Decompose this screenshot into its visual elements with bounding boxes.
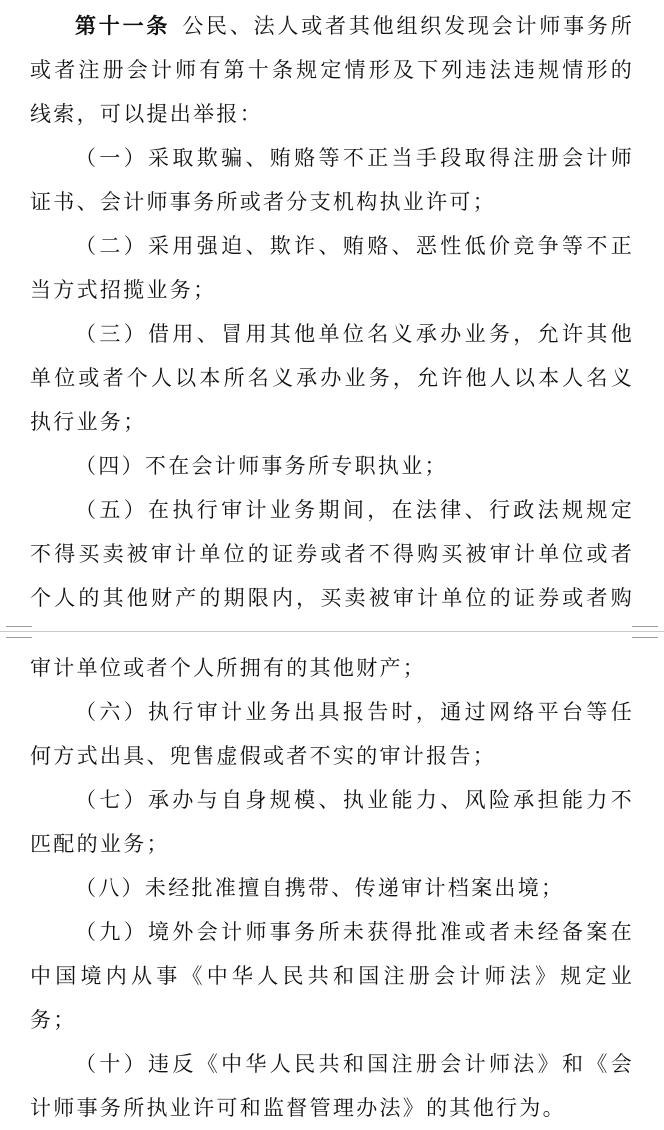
list-item-10: （十）违反《中华人民共和国注册会计师法》和《会计师事务所执业许可和监督管理办法》的其他行为。 [30, 1052, 634, 1120]
list-item-7: （七）承办与自身规模、执业能力、风险承担能力不匹配的业务； [30, 788, 634, 856]
page-corner-mark-bottom-right [632, 637, 658, 646]
document-page-2 [0, 646, 664, 1120]
page-1-body [30, 4, 634, 664]
page-corner-mark-top-right [632, 618, 658, 627]
page-break-line [0, 631, 664, 632]
page-corner-mark-top-left [6, 618, 32, 627]
list-item-2: （二）采用强迫、欺诈、贿赂、恶性低价竞争等不正当方式招揽业务； [30, 234, 634, 302]
list-item-6: （六）执行审计业务出具报告时，通过网络平台等任何方式出具、兜售虚假或者不实的审计报告； [30, 700, 634, 768]
list-item-5-part-1: （五）在执行审计业务期间，在法律、行政法规规定不得买卖被审计单位的证券或者不得购买被审计单位或者个人的其他财产的期限内，买卖被审计单位的证券或者购 [30, 498, 634, 610]
article-intro-text: 公民、法人或者其他组织发现会计师事务所或者注册会计师有第十条规定情形及下列违法违规情形的线索，可以提出举报： [30, 14, 634, 126]
list-item-9: （九）境外会计师事务所未获得批准或者未经备案在中国境内从事《中华人民共和国注册会计师法》规定业务； [30, 920, 634, 1032]
list-item-8: （八）未经批准擅自携带、传递审计档案出境； [75, 876, 565, 900]
list-item-3: （三）借用、冒用其他单位名义承办业务，允许其他单位或者个人以本所名义承办业务，允许他人以本人名义执行业务； [30, 322, 634, 434]
article-number: 第十一条 [75, 13, 171, 38]
page-2-body [30, 646, 634, 1130]
list-item-5-part-2: 审计单位或者个人所拥有的其他财产； [30, 656, 427, 680]
page-corner-mark-bottom-left [6, 637, 32, 646]
article-11-intro-paragraph [30, 4, 634, 136]
list-item-1: （一）采取欺骗、贿赂等不正当手段取得注册会计师证书、会计师事务所或者分支机构执业许可； [30, 146, 634, 214]
page-break [0, 618, 664, 646]
list-item-4: （四）不在会计师事务所专职执业； [75, 454, 448, 478]
